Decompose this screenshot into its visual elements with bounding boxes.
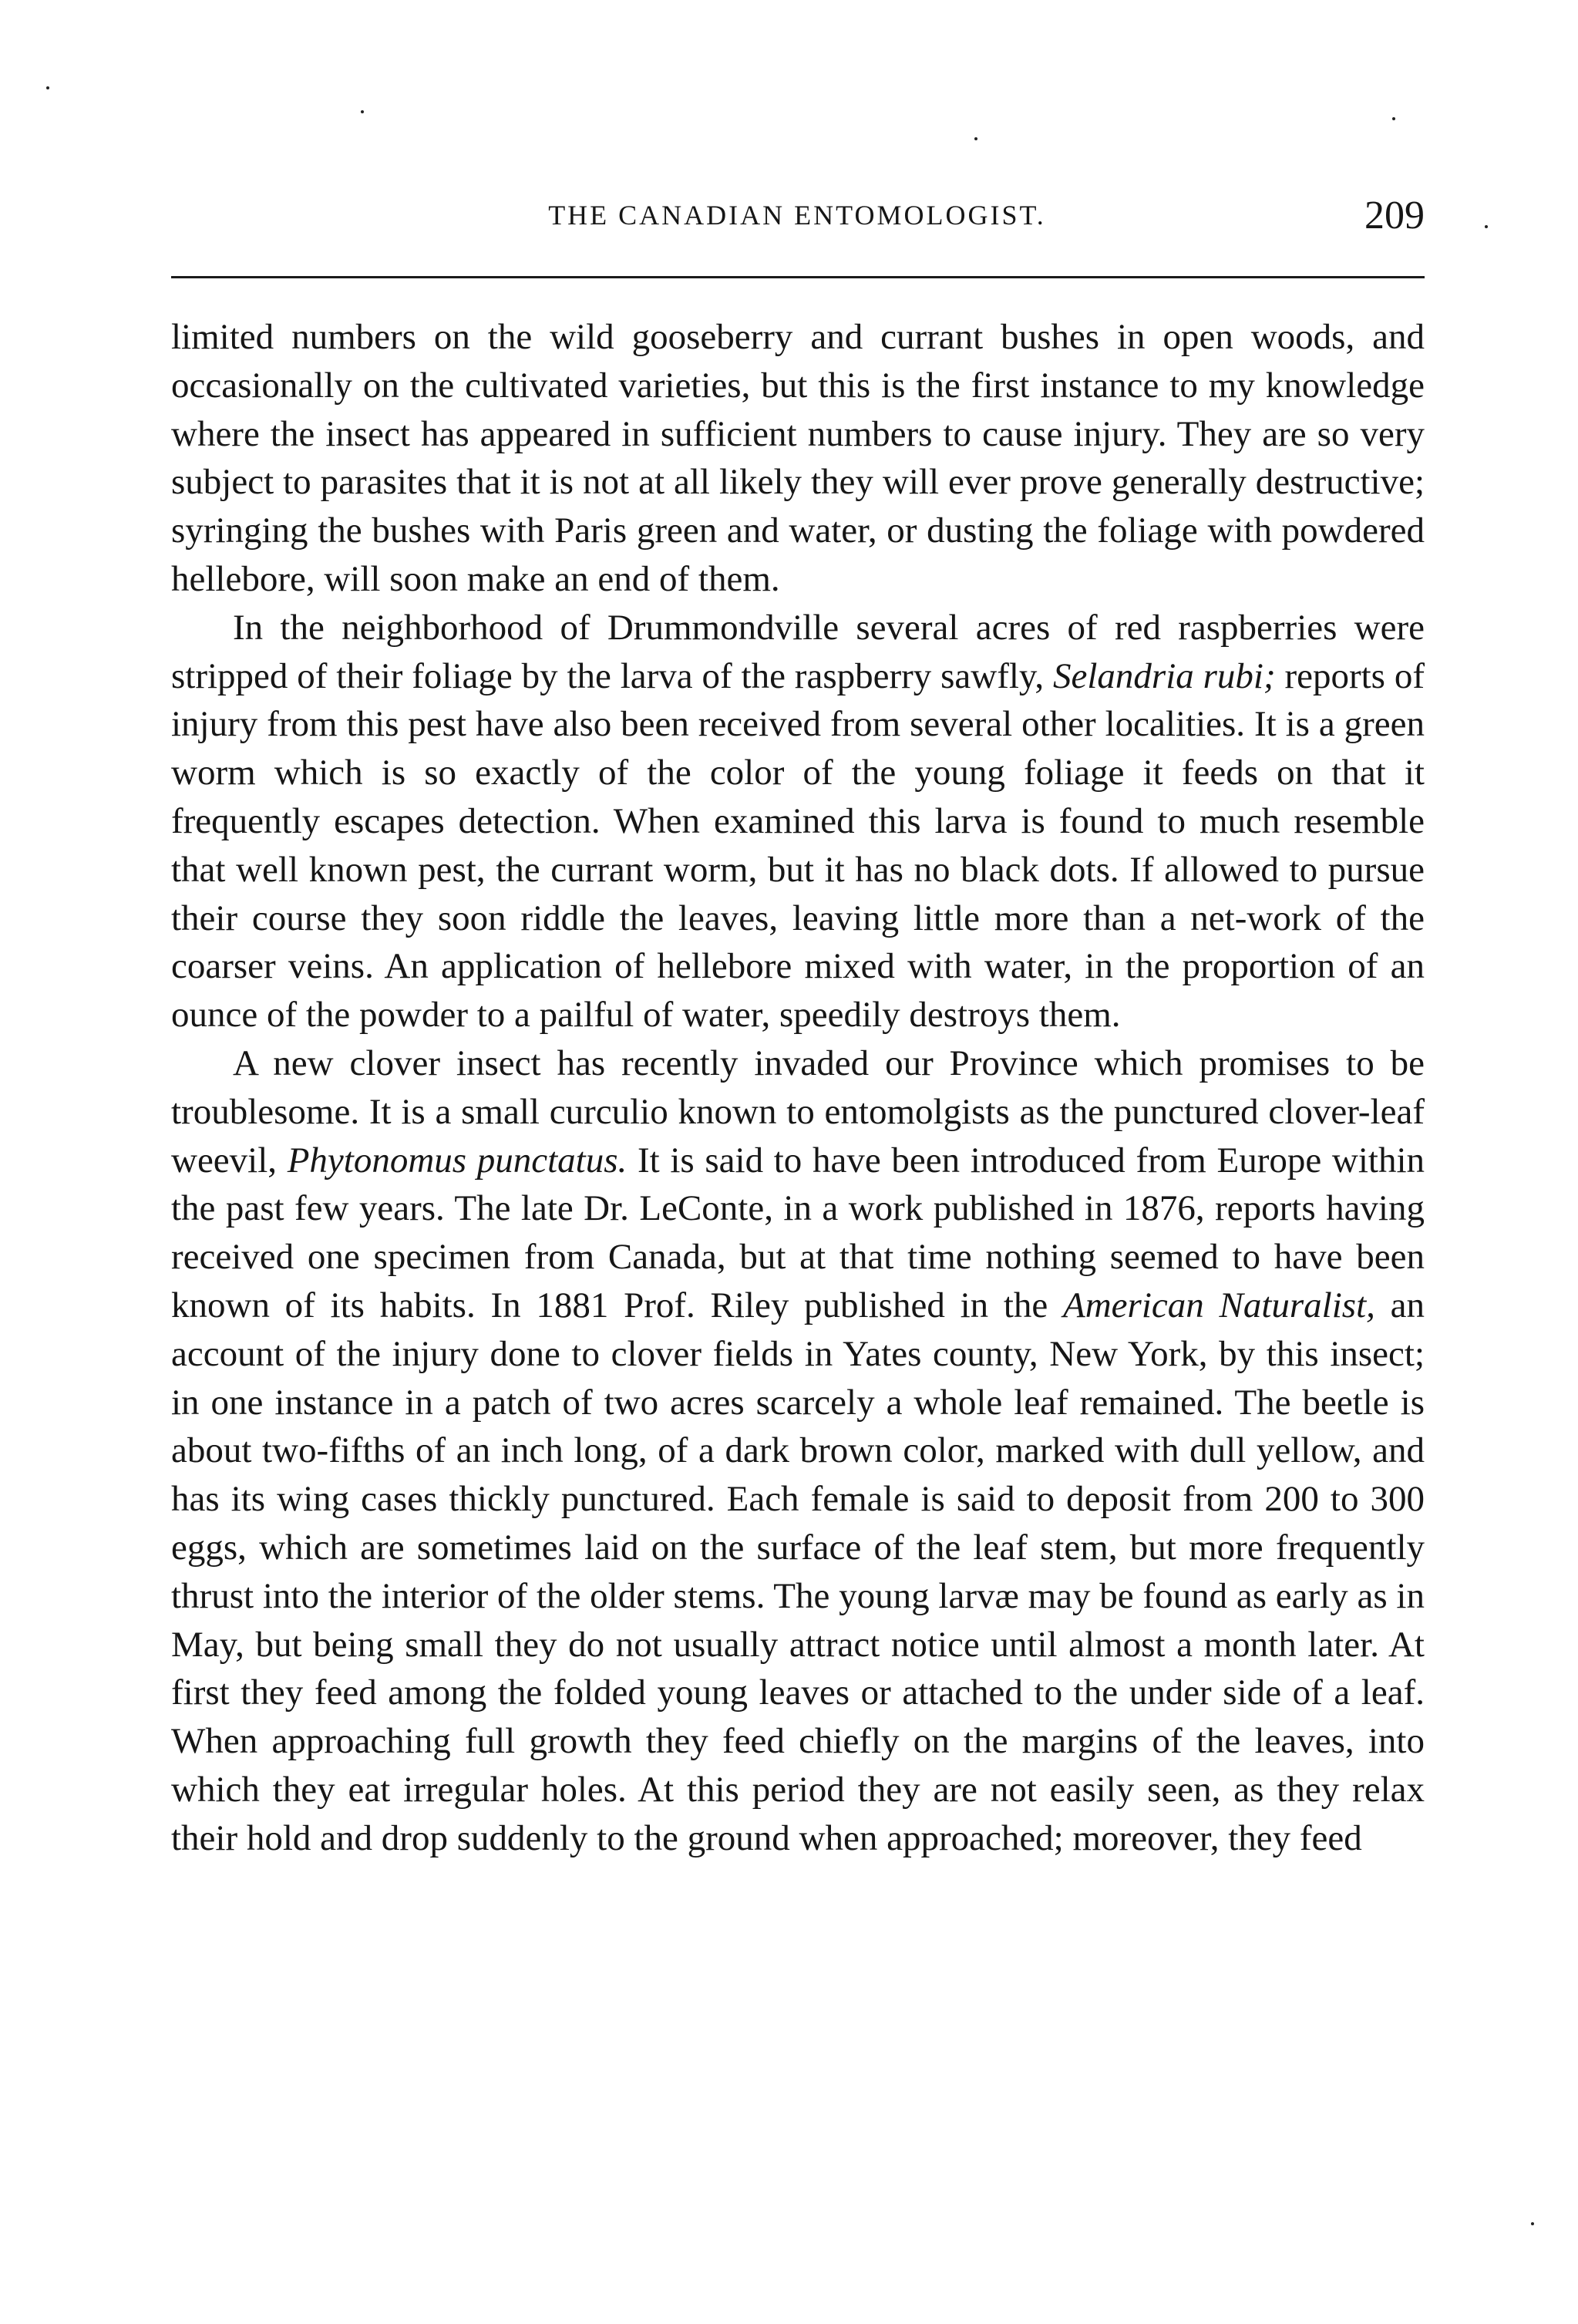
italic-species-name: Phytonomus punctatus. (287, 1140, 627, 1181)
paragraph-gooseberry-sawfly (171, 313, 1425, 604)
journal-title: THE CANADIAN ENTOMOLOGIST. (548, 200, 1046, 231)
italic-species-name: Selandria rubi; (1052, 655, 1276, 696)
print-speck (361, 110, 364, 113)
print-speck (1485, 225, 1488, 228)
paragraph-text: It is said to have been introduced from Europe within the past few years. The late Dr. LeConte, in a work published in 1876, reports having received one specimen from Canada, but at that time nothing seemed to have been known of its habits. In 1881 Prof. Riley published in the (171, 1140, 1425, 1325)
italic-species-name: American Naturalist, (1063, 1285, 1375, 1325)
paragraph-text: an account of the injury done to clover fields in Yates county, New York, by this insect; in one instance in a patch of two acres scarcely a whole leaf remained. The beetle is about two-fifths of an inch long, of a dark brown color, marked with dull yellow, and has its wing cases thickly punctured. Each female is said to deposit from 200 to 300 eggs, which are sometimes laid on the surface of the leaf stem, but more frequently thrust into the interior of the older stems. The young larvæ may be found as early as in May, but being small they do not usually attract notice until almost a month later. At first they feed among the folded young leaves or attached to the under side of a leaf. When approaching full growth they feed chiefly on the margins of the leaves, into which they eat irregular holes. At this period they are not easily seen, as they relax their hold and drop suddenly to the ground when approached; moreover, they feed (171, 1285, 1425, 1858)
print-speck (1392, 117, 1395, 120)
running-head (170, 193, 1425, 247)
paragraph-text: limited numbers on the wild gooseberry and currant bushes in open woods, and occasionally on the cultivated varieties, but this is the first instance to my knowledge where the insect has appeared in sufficient numbers to cause injury. They are so very subject to parasites that it is not at all likely they will ever prove generally destructive; syringing the bushes with Paris green and water, or dusting the foliage with powdered hellebore, will soon make an end of them. (171, 317, 1425, 599)
print-speck (974, 137, 977, 140)
paragraph-raspberry-sawfly (171, 604, 1425, 1039)
print-speck (1531, 2222, 1534, 2225)
paragraph-clover-leaf-weevil (171, 1039, 1425, 1863)
print-speck (46, 86, 49, 89)
paragraph-text: reports of injury from this pest have also been received from several other localities. It is a green worm which is so exactly of the color of the young foliage it feeds on that it frequently escapes detection. When examined this larva is found to much resemble that well known pest, the currant worm, but it has no black dots. If allowed to pursue their course they soon riddle the leaves, leaving little more than a net-work of the coarser veins. An application of hellebore mixed with water, in the proportion of an ounce of the powder to a pailful of water, speedily destroys them. (171, 655, 1425, 1036)
body-text (171, 313, 1425, 1863)
header-rule (171, 276, 1425, 278)
paragraph-text: A new clover insect has recently invaded our Province which promises to be troublesome. It is a small curculio known to entomolgists as the punctured clover-leaf weevil, (171, 1042, 1425, 1181)
paragraph-text: In the neighborhood of Drummondville several acres of red raspberries were stripped of their foliage by the larva of the raspberry sawfly, (171, 607, 1425, 696)
page-number: 209 (1364, 194, 1425, 237)
